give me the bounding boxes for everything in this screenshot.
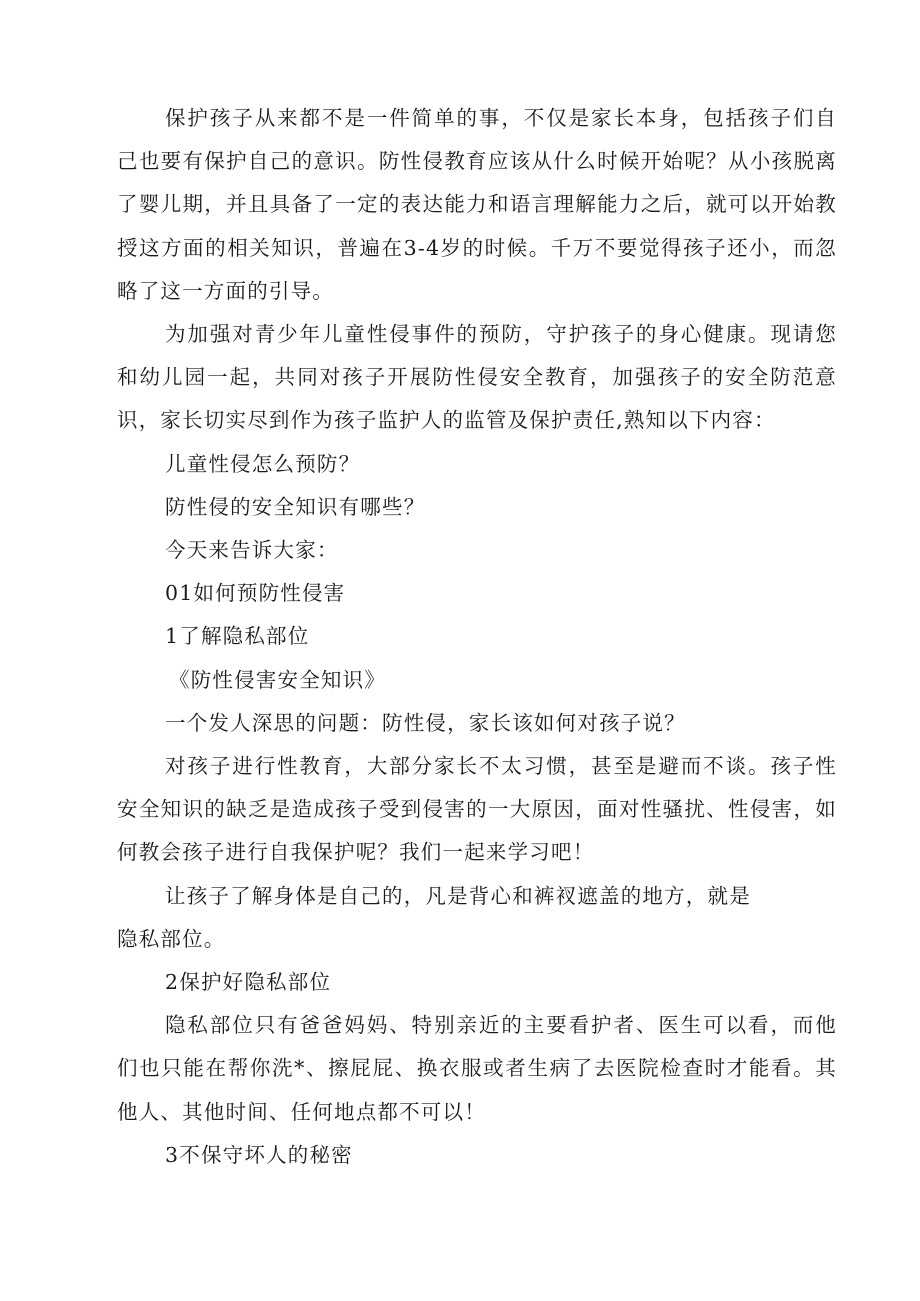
paragraph-intro: 保护孩子从来都不是一件简单的事，不仅是家长本身，包括孩子们自己也要有保护自己的意识。防性侵教育应该从什么时候开始呢？从小孩脱离了婴儿期，并且具备了一定的表达能力和语言理解能力之后，就可以开始教授这方面的相关知识，普遍在3-4岁的时候。千万不要觉得孩子还小，而忽略了这一方面的引导。 <box>117 106 837 303</box>
question-safety-knowledge: 防性侵的安全知识有哪些？ <box>165 494 426 519</box>
paragraph-question: 一个发人深思的问题：防性侵，家长该如何对孩子说？ <box>165 710 686 735</box>
book-title: 《防性侵害安全知识》 <box>169 667 386 692</box>
paragraph-notice: 为加强对青少年儿童性侵事件的预防，守护孩子的身心健康。现请您和幼儿园一起，共同对孩子开展防性侵安全教育，加强孩子的安全防范意识，家长切实尽到作为孩子监护人的监管及保护责任,熟知以下内容： <box>117 322 837 433</box>
section-heading-01: 01如何预防性侵害 <box>165 581 346 606</box>
paragraph-who-can-see: 隐私部位只有爸爸妈妈、特别亲近的主要看护者、医生可以看，而他们也只能在帮你洗*、擦屁屁、换衣服或者生病了去医院检查时才能看。其他人、其他时间、任何地点都不可以！ <box>117 1013 837 1124</box>
paragraph-body-own: 让孩子了解身体是自己的，凡是背心和裤衩遮盖的地方，就是 <box>165 883 751 908</box>
subheading-2: 2保护好隐私部位 <box>165 970 332 995</box>
paragraph-sex-education: 对孩子进行性教育，大部分家长不太习惯，甚至是避而不谈。孩子性安全知识的缺乏是造成孩子受到侵害的一大原因，面对性骚扰、性侵害，如何教会孩子进行自我保护呢？我们一起来学习吧！ <box>117 754 837 865</box>
question-prevention: 儿童性侵怎么预防？ <box>165 451 361 476</box>
subheading-1: 1了解隐私部位 <box>165 624 310 649</box>
paragraph-private-parts: 隐私部位。 <box>117 926 226 951</box>
document-body <box>117 97 837 1177</box>
paragraph-tell-everyone: 今天来告诉大家： <box>165 538 339 563</box>
subheading-3: 3不保守坏人的秘密 <box>165 1142 353 1167</box>
